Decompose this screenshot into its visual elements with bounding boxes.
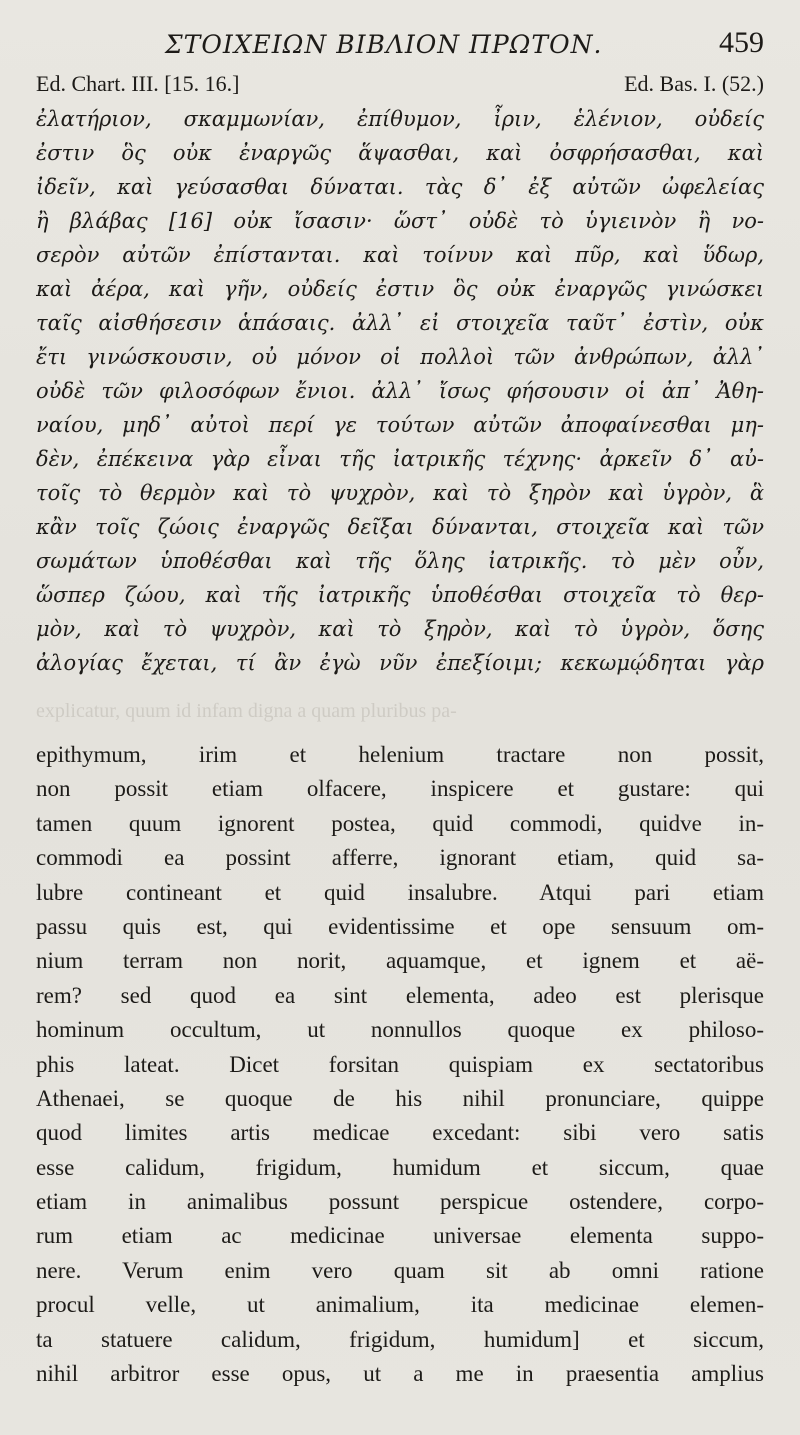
latin-text-block [36, 738, 764, 1391]
latin-line: commodi ea possint afferre, ignorant etiam, quid sa- [36, 845, 764, 871]
greek-line: ἰδεῖν, καὶ γεύσασθαι δύναται. τὰς δ᾽ ἐξ αὐτῶν ὠφελείας [36, 175, 764, 199]
greek-line: ὥσπερ ζώου, καὶ τῆς ἰατρικῆς ὑποθέσθαι στοιχεῖα τὸ θερ- [36, 583, 764, 607]
greek-line: ἢ βλάβας [16] οὐκ ἴσασιν· ὥστ᾽ οὐδὲ τὸ ὑγιεινὸν ἢ νο- [36, 209, 764, 233]
greek-line: ἐλατήριον, σκαμμωνίαν, ἐπίθυμον, ἶριν, ἑλένιον, οὐδείς [36, 107, 764, 131]
latin-line: Athenaei, se quoque de his nihil pronunciare, quippe [36, 1085, 764, 1111]
greek-text-block [36, 102, 764, 680]
edition-reference-basel: Ed. Bas. I. (52.) [624, 71, 764, 96]
greek-line: σωμάτων ὑποθέσθαι καὶ τῆς ὅλης ἰατρικῆς. τὸ μὲν οὖν, [36, 549, 764, 573]
bleed-through-text: explicatur, quum id infam digna a quam pluribus pa- [36, 700, 457, 722]
page-number: 459 [719, 26, 764, 59]
greek-line: δὲν, ἐπέκεινα γὰρ εἶναι τῆς ἰατρικῆς τέχνης· ἀρκεῖν δ᾽ αὐ- [36, 447, 764, 471]
greek-line: οὐδὲ τῶν φιλοσόφων ἔνιοι. ἀλλ᾽ ἴσως φήσουσιν οἱ ἀπ᾽ Ἀθη- [36, 379, 764, 403]
greek-line: ἐστιν ὃς οὐκ ἐναργῶς ἅψασθαι, καὶ ὀσφρήσασθαι, καὶ [36, 141, 764, 165]
greek-line: καὶ ἀέρα, καὶ γῆν, οὐδείς ἐστιν ὃς οὐκ ἐναργῶς γινώσκει [36, 277, 764, 301]
greek-line: τοῖς τὸ θερμὸν καὶ τὸ ψυχρὸν, καὶ τὸ ξηρὸν καὶ ὑγρὸν, ἃ [36, 481, 764, 505]
latin-line: epithymum, irim et helenium tractare non possit, [36, 742, 764, 767]
edition-reference-line [36, 71, 764, 101]
greek-line: μὸν, καὶ τὸ ψυχρὸν, καὶ τὸ ξηρὸν, καὶ τὸ ὑγρὸν, ὅσης [36, 617, 764, 641]
latin-line: passu quis est, qui evidentissime et ope sensuum om- [36, 913, 764, 939]
greek-line: ἔτι γινώσκουσιν, οὐ μόνον οἱ πολλοὶ τῶν ἀνθρώπων, ἀλλ᾽ [36, 345, 764, 369]
running-head [0, 24, 800, 64]
latin-line: non possit etiam olfacere, inspicere et gustare: qui [36, 776, 764, 802]
latin-line: esse calidum, frigidum, humidum et siccum, quae [36, 1154, 764, 1180]
latin-line: tamen quum ignorent postea, quid commodi, quidve in- [36, 810, 764, 836]
latin-line: lubre contineant et quid insalubre. Atqui pari etiam [36, 879, 764, 905]
latin-line: rum etiam ac medicinae universae elementa suppo- [36, 1223, 764, 1249]
latin-line: nere. Verum enim vero quam sit ab omni ratione [36, 1257, 764, 1283]
greek-line: ναίου, μηδ᾽ αὐτοὶ περί γε τούτων αὐτῶν ἀποφαίνεσθαι μη- [36, 413, 764, 437]
greek-line: σερὸν αὐτῶν ἐπίστανται. καὶ τοίνυν καὶ πῦρ, καὶ ὕδωρ, [36, 243, 764, 267]
latin-line: hominum occultum, ut nonnullos quoque ex philoso- [36, 1017, 764, 1043]
greek-line: ἀλογίας ἔχεται, τί ἂν ἐγὼ νῦν ἐπεξίοιμι; κεκωμῴδηται γὰρ [36, 651, 764, 675]
latin-line: nihil arbitror esse opus, ut a me in praesentia amplius [36, 1361, 764, 1387]
latin-line: phis lateat. Dicet forsitan quispiam ex sectatoribus [36, 1051, 764, 1077]
edition-reference-chartier: Ed. Chart. III. [15. 16.] [36, 71, 240, 96]
latin-line: nium terram non norit, aquamque, et ignem et aë- [36, 948, 764, 974]
latin-line: quod limites artis medicae excedant: sibi vero satis [36, 1120, 764, 1146]
latin-line: etiam in animalibus possunt perspicue ostendere, corpo- [36, 1189, 764, 1215]
latin-line: procul velle, ut animalium, ita medicinae elemen- [36, 1292, 764, 1318]
greek-line: ταῖς αἰσθήσεσιν ἁπάσαις. ἀλλ᾽ εἰ στοιχεῖα ταῦτ᾽ ἐστὶν, οὐκ [36, 311, 764, 335]
latin-line: ta statuere calidum, frigidum, humidum] et siccum, [36, 1326, 764, 1352]
greek-line: κἂν τοῖς ζώοις ἐναργῶς δεῖξαι δύνανται, στοιχεῖα καὶ τῶν [36, 515, 764, 539]
running-title: ΣΤΟΙΧΕΙΩΝ ΒΙΒΛΙΟΝ ΠΡΩΤΟΝ. [165, 30, 603, 59]
latin-line: rem? sed quod ea sint elementa, adeo est plerisque [36, 982, 764, 1008]
